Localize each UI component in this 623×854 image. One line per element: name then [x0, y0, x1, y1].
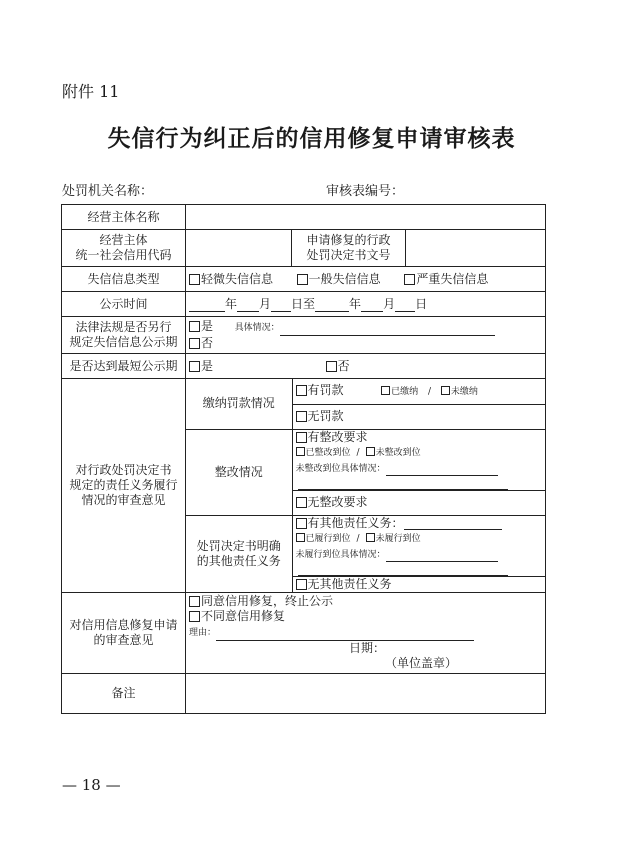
min-period-label: 是否达到最短公示期	[62, 354, 186, 379]
reason-field[interactable]	[216, 629, 474, 641]
credit-code-label: 经营主体 统一社会信用代码	[62, 230, 186, 267]
publicity-label: 公示时间	[62, 292, 186, 317]
row-publicity	[62, 292, 546, 317]
checkbox-agree[interactable]	[189, 596, 200, 607]
min-period-options: 是 否	[186, 354, 546, 379]
checkbox-has-fine[interactable]	[296, 385, 307, 396]
remarks-label: 备注	[62, 673, 186, 713]
checkbox-other-yes[interactable]	[189, 321, 200, 332]
checkbox-no-fine[interactable]	[296, 411, 307, 422]
decision-no-field[interactable]	[406, 230, 546, 267]
entity-name-field[interactable]	[186, 205, 546, 230]
other-period-options: 是 具体情况： 否	[186, 317, 546, 354]
seal-label: （单位盖章）	[385, 656, 458, 670]
row-review-opinion	[62, 379, 546, 593]
page-title: 失信行为纠正后的信用修复申请审核表	[107, 125, 516, 152]
row-other-period	[62, 317, 546, 354]
row-credit-code	[62, 230, 546, 267]
checkbox-min-no[interactable]	[326, 361, 337, 372]
checkbox-unpaid[interactable]	[441, 386, 450, 395]
checkbox-paid[interactable]	[381, 386, 390, 395]
rectify-detail-field[interactable]	[386, 464, 498, 476]
other-duty-field[interactable]	[404, 518, 502, 530]
authority-label: 处罚机关名称：	[62, 184, 154, 199]
rectify-label: 整改情况	[186, 429, 292, 515]
fine-has: 有罚款 已缴纳 / 未缴纳	[292, 379, 545, 404]
decision-no-label: 申请修复的行政 处罚决定书文号	[292, 230, 406, 267]
review-no-label: 审核表编号：	[326, 184, 405, 199]
checkbox-minor[interactable]	[189, 274, 200, 285]
page-number: — 18 —	[62, 776, 121, 794]
end-year-field[interactable]	[315, 300, 349, 312]
repair-opinion-body: 同意信用修复，终止公示 不同意信用修复 理由： 日期： （单位盖章）	[186, 592, 546, 673]
row-entity-name	[62, 205, 546, 230]
row-repair-opinion	[62, 592, 546, 673]
other-period-label: 法律法规是否另行 规定失信信息公示期	[62, 317, 186, 354]
other-duty-none: 无其他责任义务	[292, 576, 545, 592]
other-duty-detail-field[interactable]	[386, 550, 498, 562]
info-type-label: 失信信息类型	[62, 267, 186, 292]
review-subtable	[186, 379, 545, 592]
row-info-type	[62, 267, 546, 292]
checkbox-has-other[interactable]	[296, 518, 307, 529]
review-opinion-label: 对行政处罚决定书 规定的责任义务履行 情况的审查意见	[62, 379, 186, 593]
start-year-field[interactable]	[189, 300, 225, 312]
repair-opinion-label: 对信用信息修复申请 的审查意见	[62, 592, 186, 673]
rectify-has: 有整改要求 已整改到位 / 未整改到位 未整改到位具体情况：	[292, 429, 545, 490]
rectify-none: 无整改要求	[292, 490, 545, 515]
row-remarks	[62, 673, 546, 713]
checkbox-rectified[interactable]	[296, 447, 305, 456]
checkbox-serious[interactable]	[404, 274, 415, 285]
row-min-period	[62, 354, 546, 379]
start-day-field[interactable]	[271, 300, 291, 312]
start-month-field[interactable]	[237, 300, 259, 312]
checkbox-not-rectified[interactable]	[366, 447, 375, 456]
other-period-detail-field[interactable]	[280, 324, 495, 336]
info-type-options: 轻微失信信息 一般失信信息 严重失信信息	[186, 267, 546, 292]
end-day-field[interactable]	[395, 300, 415, 312]
other-duty-has: 有其他责任义务： 已履行到位 / 未履行到位 未履行到位具体情况：	[292, 515, 545, 576]
checkbox-general[interactable]	[297, 274, 308, 285]
entity-name-label: 经营主体名称	[62, 205, 186, 230]
checkbox-min-yes[interactable]	[189, 361, 200, 372]
rectify-detail-field-2[interactable]	[298, 478, 508, 490]
end-month-field[interactable]	[361, 300, 383, 312]
checkbox-other-no[interactable]	[189, 338, 200, 349]
credit-code-field[interactable]	[186, 230, 292, 267]
checkbox-disagree[interactable]	[189, 611, 200, 622]
checkbox-not-fulfilled[interactable]	[366, 533, 375, 542]
fine-none: 无罚款	[292, 404, 545, 429]
checkbox-has-rectify[interactable]	[296, 432, 307, 443]
review-form-table	[61, 204, 546, 714]
fine-label: 缴纳罚款情况	[186, 379, 292, 429]
checkbox-no-rectify[interactable]	[296, 497, 307, 508]
checkbox-fulfilled[interactable]	[296, 533, 305, 542]
date-label: 日期：	[349, 641, 386, 655]
other-duty-detail-field-2[interactable]	[298, 564, 508, 576]
other-duty-label: 处罚决定书明确 的其他责任义务	[186, 515, 292, 592]
remarks-field[interactable]	[186, 673, 546, 713]
checkbox-no-other[interactable]	[296, 579, 307, 590]
publicity-dates: 年 月 日至 年 月 日	[186, 292, 546, 317]
attachment-label: 附件 11	[62, 82, 120, 101]
